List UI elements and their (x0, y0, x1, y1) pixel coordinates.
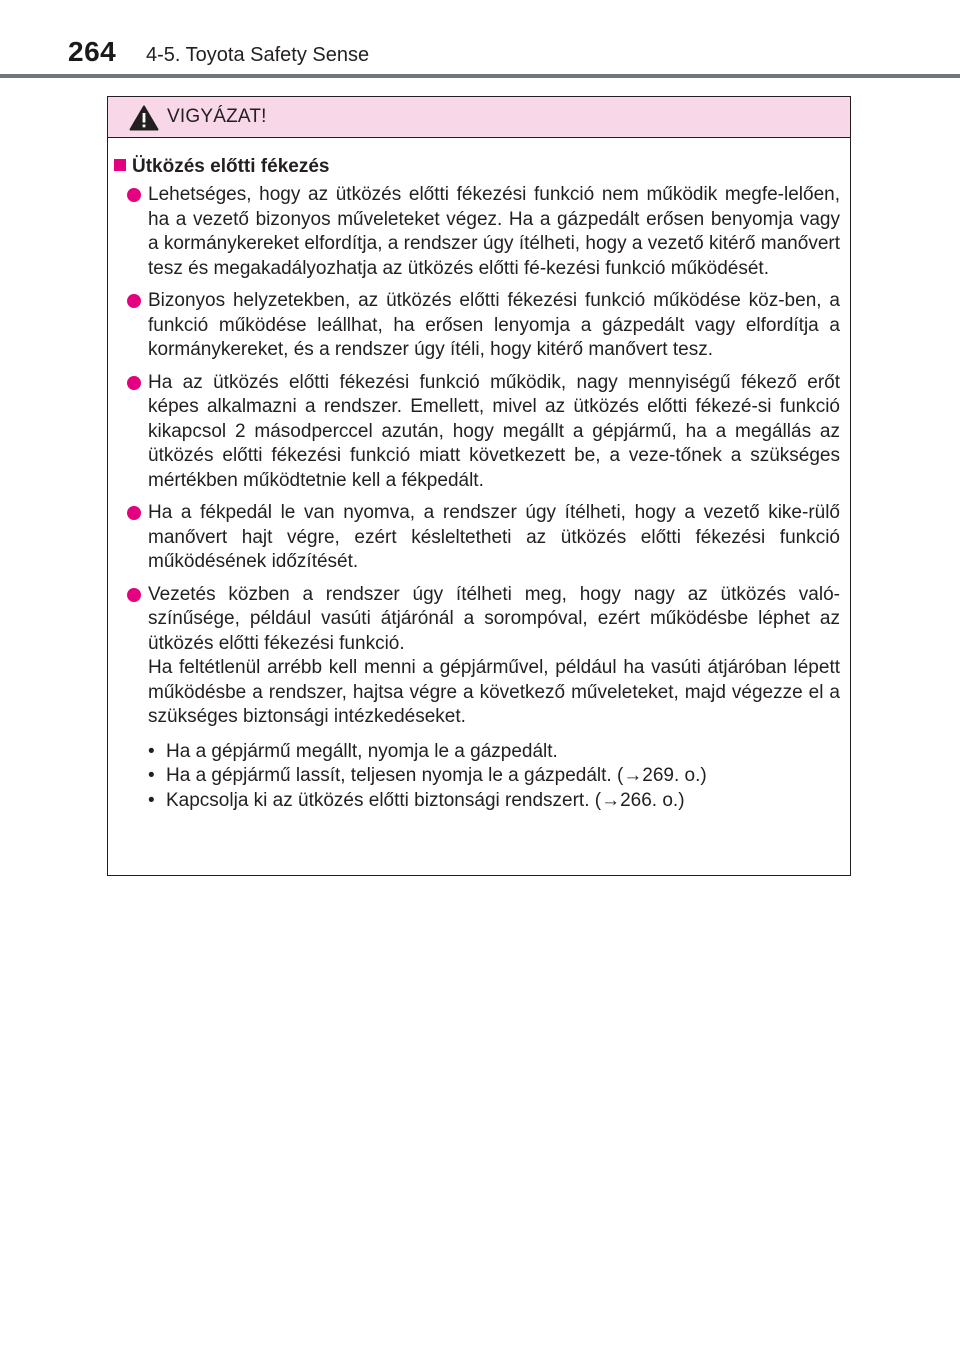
caution-item-text (148, 289, 840, 363)
caution-header (108, 97, 850, 138)
page-header (0, 0, 960, 78)
caution-item-text (148, 583, 840, 730)
paragraph: Ha feltétlenül arrébb kell menni a gépjárművel, például ha vasúti átjáróban lépett működésbe a rendszer, hajtsa végre a következő műveleteket, majd végezze el a szükséges biztonsági intézkedéseket. (148, 657, 840, 727)
caution-item (108, 183, 850, 281)
sub-item: • Ha a gépjármű lassít, teljesen nyomja le a gázpedált. (→269. o.) (148, 764, 840, 789)
caution-item (108, 289, 850, 363)
caution-title: VIGYÁZAT! (167, 106, 267, 127)
caution-item-text (148, 183, 840, 281)
caution-item (108, 371, 850, 494)
caution-item-text (148, 371, 840, 494)
paragraph: Bizonyos helyzetekben, az ütközés előtti fékezési funkció működése köz-ben, a funkció működése leállhat, ha erősen lenyomja a gázpedált vagy elfordítja a kormánykereket, és a rendszer úgy ítéli, hogy kitérő manővert tesz. (148, 290, 840, 360)
warning-triangle-icon (129, 105, 159, 131)
round-bullet-icon (127, 294, 141, 308)
sub-item-list (148, 740, 840, 814)
caution-box (107, 96, 851, 876)
header-rule (0, 74, 960, 78)
page-number: 264 (68, 36, 117, 67)
paragraph: Ha az ütközés előtti fékezési funkció működik, nagy mennyiségű fékező erőt képes alkalmazni a rendszer. Emellett, mivel az ütközés előtti fékezé-si funkció kikapcsol 2 másodperccel azután, hogy megállt a gépjármű, ha a megállás az ütközés előtti fékezési funkció miatt következett be, a veze-tőnek a szükséges mértékben működtetnie kell a fékpedált. (148, 371, 840, 491)
paragraph: Lehetséges, hogy az ütközés előtti fékezési funkció nem működik megfe-lelően, ha a vezető bizonyos műveleteket végez. Ha a gázpedált erősen benyomja vagy a kormánykereket elfordítja, a rendszer úgy ítélheti, hogy a vezető kitérő manővert tesz és megakadályozhatja az ütközés előtti fé-kezési funkció működését. (148, 184, 840, 279)
caution-body (108, 138, 850, 813)
sub-item: • Ha a gépjármű megállt, nyomja le a gázpedált. (148, 740, 840, 765)
square-bullet-icon (114, 159, 126, 171)
round-bullet-icon (127, 188, 141, 202)
caution-item-text (148, 501, 840, 575)
sub-item: • Kapcsolja ki az ütközés előtti biztonsági rendszert. (→266. o.) (148, 789, 840, 814)
subheading-text: Ütközés előtti fékezés (132, 156, 330, 177)
round-bullet-icon (127, 376, 141, 390)
caution-item (108, 501, 850, 575)
paragraph: Vezetés közben a rendszer úgy ítélheti meg, hogy nagy az ütközés való-színűsége, például vasúti átjárónál a sorompóval, ezért működésbe léphet az ütközés előtti fékezési funkció. (148, 583, 840, 654)
section-title: 4-5. Toyota Safety Sense (146, 44, 370, 66)
paragraph: Ha a fékpedál le van nyomva, a rendszer úgy ítélheti, hogy a vezető kike-rülő manővert hajt végre, ezért késleltetheti az ütközés előtti fékezési funkció működésének időzítését. (148, 502, 840, 572)
subheading (114, 154, 850, 180)
caution-item (108, 583, 850, 814)
round-bullet-icon (127, 506, 141, 520)
round-bullet-icon (127, 588, 141, 602)
